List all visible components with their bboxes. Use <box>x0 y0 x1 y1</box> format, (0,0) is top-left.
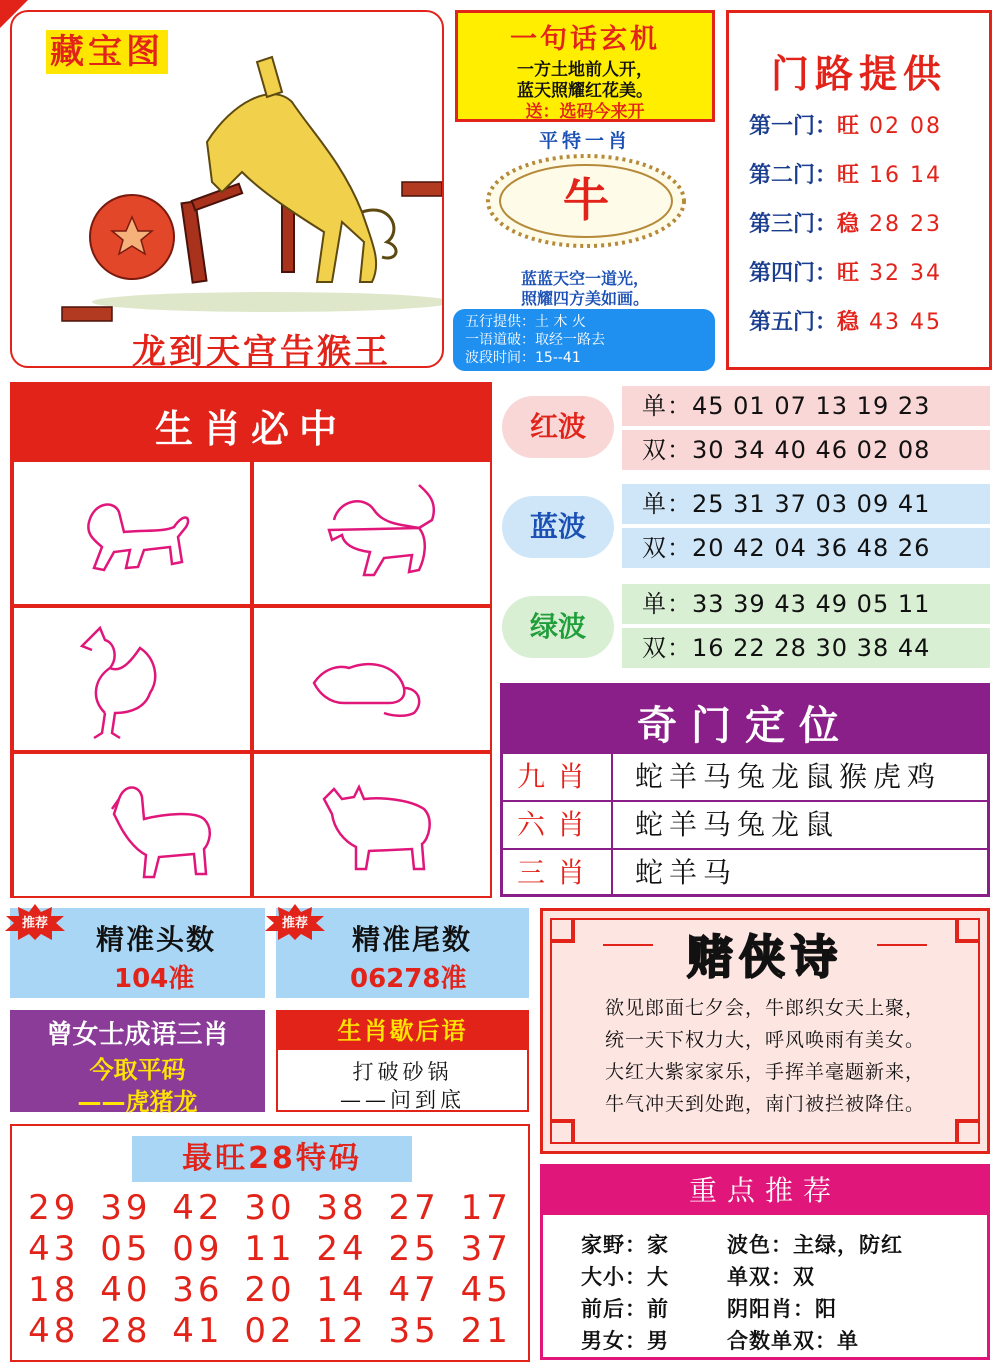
qimen-panel <box>500 683 990 897</box>
qimen-title: 奇门定位 <box>637 702 853 749</box>
door-tag: 旺 <box>837 113 860 139</box>
zodiac-header <box>12 384 490 462</box>
qimen-header <box>503 686 987 754</box>
rat-icon <box>304 643 434 723</box>
poem-title: 赌侠诗 <box>687 930 843 984</box>
qimen-key: 九肖 <box>503 754 613 800</box>
door-tag: 旺 <box>837 260 860 286</box>
doors-panel <box>726 10 992 370</box>
info-box <box>453 309 715 371</box>
zodiac-cell <box>12 752 252 898</box>
idiom-answer: ——虎猪龙 <box>77 1088 198 1116</box>
hot-numbers-row: 29 39 42 30 38 27 17 <box>28 1188 512 1228</box>
recommend-item: 波色：主绿，防红 <box>727 1233 903 1257</box>
zodiac-cell <box>252 606 492 752</box>
tail-number-value: 06278准 <box>350 964 467 994</box>
wave-single-row: 单：45 01 07 13 19 23 <box>622 386 990 426</box>
door-tag: 稳 <box>837 309 860 335</box>
treasure-illustration <box>42 42 442 332</box>
door-row <box>749 160 989 191</box>
tail-number-title: 精准尾数 <box>352 923 473 956</box>
door-numbers: 32 34 <box>869 261 943 286</box>
qimen-value: 蛇羊马兔龙鼠 <box>635 808 840 841</box>
zodiac-cell <box>12 606 252 752</box>
door-numbers: 28 23 <box>869 212 943 237</box>
hot-numbers-row: 48 28 41 02 12 35 21 <box>28 1311 512 1351</box>
wave-single-row: 单：25 31 37 03 09 41 <box>622 484 990 524</box>
recommend-item: 男女：男 <box>581 1329 669 1353</box>
wave-name: 绿波 <box>529 610 586 643</box>
tiger-icon <box>324 480 444 590</box>
door-numbers: 43 45 <box>869 310 943 335</box>
wave-double-row: 双：20 42 04 36 48 26 <box>622 528 990 568</box>
recommend-item: 合数单双：单 <box>727 1329 859 1353</box>
door-row <box>749 111 989 142</box>
head-number-value: 104准 <box>114 964 195 994</box>
info-boduan: 波段时间：15--41 <box>465 350 581 366</box>
recommend-item: 家野：家 <box>581 1233 669 1257</box>
qimen-row <box>503 848 987 896</box>
idiom-line: 今取平码 <box>89 1056 186 1084</box>
recommend-item: 大小：大 <box>581 1265 669 1289</box>
treasure-caption: 龙到天宫告猴王 <box>132 332 391 368</box>
door-row <box>749 307 989 338</box>
pingte-poem-line: 照耀四方美如画。 <box>520 289 649 308</box>
stamp-label: 推荐 <box>21 916 48 931</box>
qimen-value: 蛇羊马 <box>635 856 738 889</box>
hot-numbers-panel <box>10 1124 530 1362</box>
wave-label-green <box>502 596 614 658</box>
wave-double-row: 双：30 34 40 46 02 08 <box>622 430 990 470</box>
door-tag: 旺 <box>837 162 860 188</box>
xiehouyu-title: 生肖歇后语 <box>278 1012 527 1050</box>
riddle-line: 蓝天照耀红花美。 <box>517 81 653 101</box>
idiom-panel <box>10 1010 265 1116</box>
riddle-send-line: 送：选码今来开 <box>525 102 645 122</box>
qimen-key: 三肖 <box>503 850 613 896</box>
qimen-row <box>503 800 987 848</box>
poem-panel <box>540 908 990 1154</box>
idiom-title: 曾女士成语三肖 <box>46 1020 229 1050</box>
recommend-item: 前后：前 <box>581 1297 669 1321</box>
riddle-line: 一方土地前人开， <box>517 60 653 80</box>
goat-icon <box>104 769 224 889</box>
qimen-value: 蛇羊马兔龙鼠猴虎鸡 <box>635 760 942 793</box>
wave-single-row: 单：33 39 43 49 05 11 <box>622 584 990 624</box>
door-label: 第五门： <box>749 310 838 335</box>
zodiac-title: 生肖必中 <box>154 407 347 451</box>
door-numbers: 16 14 <box>869 163 943 188</box>
recommend-item: 单双：双 <box>727 1265 815 1289</box>
head-number-title: 精准头数 <box>96 923 217 956</box>
xiehouyu-line: 打破砂锅 <box>352 1060 453 1084</box>
door-label: 第三门： <box>749 212 838 237</box>
pingte-title: 平特一肖 <box>538 130 631 152</box>
riddle-panel <box>455 10 715 122</box>
hot-numbers-row: 18 40 36 20 14 47 45 <box>28 1270 512 1310</box>
xiehouyu-line: ——问到底 <box>340 1088 465 1112</box>
poem-line: 牛气冲天到处跑，南门被拦被降住。 <box>604 1093 925 1115</box>
wave-name: 蓝波 <box>529 510 586 543</box>
door-label: 第二门： <box>749 163 838 188</box>
recommend-title: 重点推荐 <box>543 1167 987 1215</box>
door-row <box>749 258 989 289</box>
ox-icon <box>314 769 444 879</box>
zodiac-cell <box>252 460 492 606</box>
door-row <box>749 209 989 240</box>
hot-numbers-row: 43 05 09 11 24 25 37 <box>28 1229 512 1269</box>
wave-double-row: 双：16 22 28 30 38 44 <box>622 628 990 668</box>
wave-name: 红波 <box>529 410 586 443</box>
wave-label-blue <box>502 496 614 558</box>
door-numbers: 02 08 <box>869 114 943 139</box>
dog-icon <box>74 482 194 582</box>
info-wuxing: 五行提供：土 木 火 <box>465 314 586 330</box>
poem-line: 欲见郎面七夕会，牛郎织女天上聚， <box>604 997 925 1019</box>
zodiac-panel <box>10 382 492 898</box>
poem-line: 大红大紫家家乐，手挥羊毫题新来， <box>604 1061 925 1083</box>
zodiac-cell <box>252 752 492 898</box>
recommend-item: 阴阳肖：阳 <box>727 1297 837 1321</box>
door-label: 第四门： <box>749 261 838 286</box>
recommend-panel <box>540 1164 990 1360</box>
riddle-title: 一句话玄机 <box>510 24 660 55</box>
door-label: 第一门： <box>749 114 838 139</box>
wave-label-red <box>502 396 614 458</box>
treasure-map-panel <box>10 10 444 368</box>
poem-line: 统一天下权力大，呼风唤雨有美女。 <box>604 1029 925 1051</box>
info-yiyu: 一语道破：取经一路去 <box>465 332 605 348</box>
qimen-row <box>503 752 987 800</box>
doors-title: 门路提供 <box>770 51 947 96</box>
treasure-title: 藏宝图 <box>46 30 168 74</box>
hot-numbers-title: 最旺28特码 <box>132 1136 412 1182</box>
rooster-icon <box>60 618 170 748</box>
xiehouyu-panel <box>276 1010 529 1112</box>
stamp-label: 推荐 <box>281 916 308 931</box>
pingte-poem-line: 蓝蓝天空一道光， <box>520 269 649 288</box>
door-tag: 稳 <box>837 211 860 237</box>
pingte-zodiac: 牛 <box>563 173 609 227</box>
qimen-key: 六肖 <box>503 802 613 848</box>
zodiac-cell <box>12 460 252 606</box>
